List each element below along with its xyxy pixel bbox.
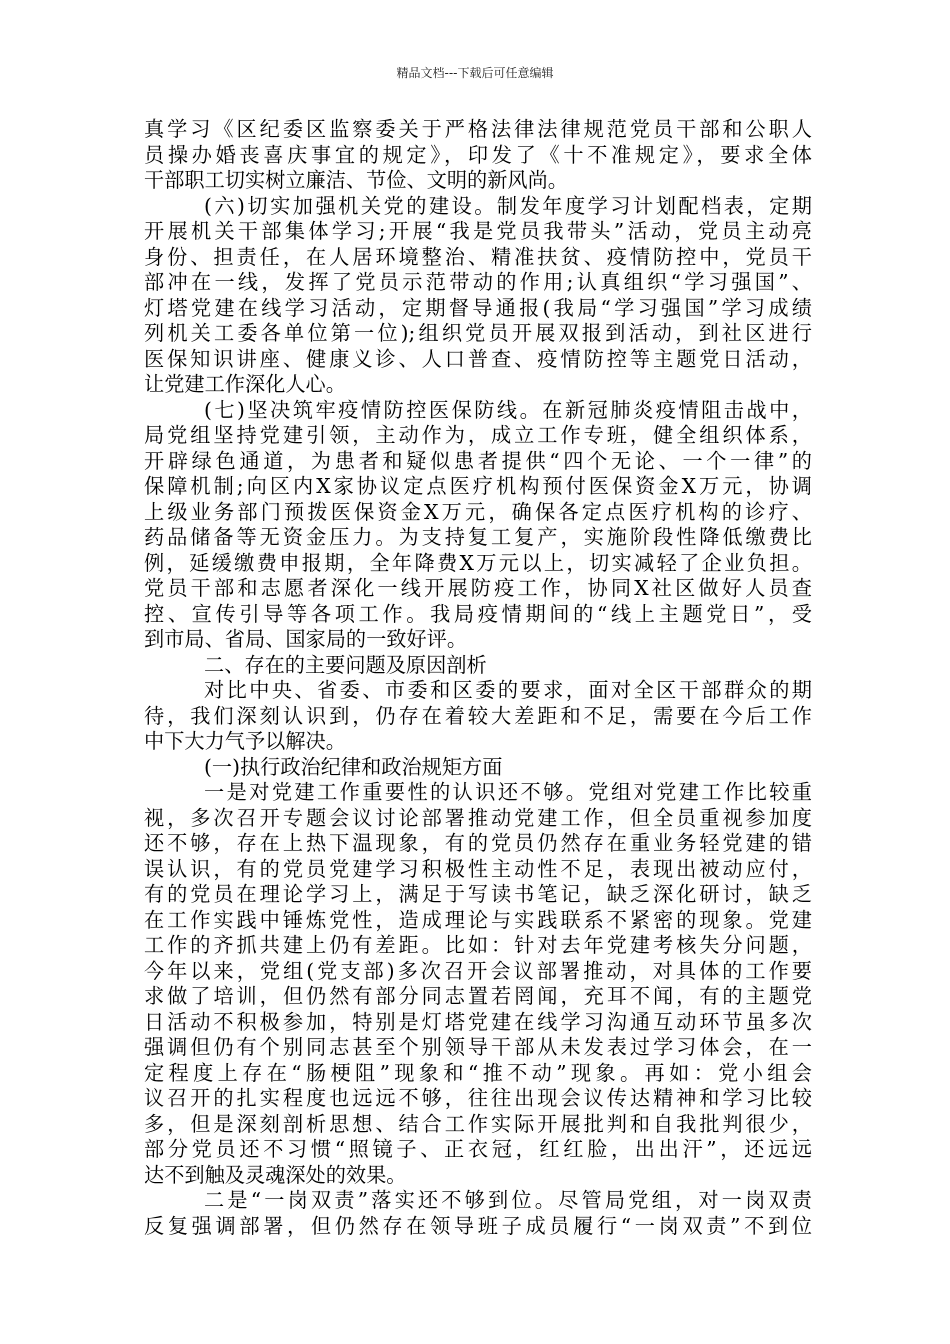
page-header: 精品文档---下载后可任意编辑	[396, 66, 554, 80]
text-line: 员操办婚丧喜庆事宜的规定》，印发了《十不准规定》，要求全体	[144, 142, 812, 167]
text-line: 干部职工切实树立廉洁、节俭、文明的新风尚。	[144, 168, 568, 192]
text-line: 控、宣传引导等各项工作。我局疫情期间的“线上主题党日”，受	[144, 601, 812, 626]
text-line: 达不到触及灵魂深处的效果。	[144, 1162, 407, 1187]
text-line: 二是“一岗双责”落实还不够到位。尽管局党组，对一岗双责	[204, 1188, 812, 1212]
text-line: 议召开的扎实程度也远远不够，往往出现会议传达精神和学习比较	[144, 1086, 812, 1110]
text-line: 求做了培训，但仍然有部分同志置若罔闻，充耳不闻，有的主题党	[144, 984, 812, 1008]
subsection-heading: (一)执行政治纪律和政治规矩方面	[204, 754, 503, 779]
text-line: 开辟绿色通道，为患者和疑似患者提供“四个无论、一个一律”的	[144, 448, 812, 473]
text-line: 强调但仍有个别同志甚至个别领导干部从未发表过学习体会，在一	[144, 1035, 812, 1059]
text-line: 日活动不积极参加，特别是灯塔党建在线学习沟通互动环节虽多次	[144, 1009, 812, 1034]
document-body	[144, 117, 812, 1239]
text-line: 让党建工作深化人心。	[144, 372, 346, 396]
text-line: 药品储备等无资金压力。为支持复工复产，实施阶段性降低缴费比	[144, 525, 812, 549]
text-line: 到市局、省局、国家局的一致好评。	[144, 627, 468, 651]
text-line: 党员干部和志愿者深化一线开展防疫工作，协同X社区做好人员查	[144, 576, 812, 600]
text-line: 部分党员还不习惯“照镜子、正衣冠，红红脸，出出汗”，还远远	[144, 1137, 812, 1161]
text-line: 医保知识讲座、健康义诊、人口普查、疫情防控等主题党日活动，	[144, 346, 812, 371]
text-line: (六)切实加强机关党的建设。制发年度学习计划配档表，定期	[204, 193, 812, 218]
text-line: 灯塔党建在线学习活动，定期督导通报(我局“学习强国”学习成绩	[144, 295, 812, 320]
text-line: 待，我们深刻认识到，仍存在着较大差距和不足，需要在今后工作	[144, 703, 812, 728]
text-line: 定程度上存在“肠梗阻”现象和“推不动”现象。再如：党小组会	[144, 1060, 812, 1085]
text-line: 列机关工委各单位第一位);组织党员开展双报到活动，到社区进行	[144, 321, 812, 345]
text-line: 中下大力气予以解决。	[144, 729, 346, 753]
text-line: 保障机制;向区内X家协议定点医疗机构预付医保资金X万元，协调	[144, 474, 812, 498]
text-line: 误认识，有的党员党建学习积极性主动性不足，表现出被动应付，	[144, 856, 812, 881]
text-line: 开展机关干部集体学习;开展“我是党员我带头”活动，党员主动亮	[144, 219, 812, 243]
text-line: 对比中央、省委、市委和区委的要求，面对全区干部群众的期	[204, 678, 812, 702]
text-line: 工作的齐抓共建上仍有差距。比如：针对去年党建考核失分问题，	[144, 933, 812, 957]
text-line: 有的党员在理论学习上，满足于写读书笔记，缺乏深化研讨，缺乏	[144, 882, 812, 906]
text-line: 在工作实践中锤炼党性，造成理论与实践联系不紧密的现象。党建	[144, 907, 812, 932]
text-line: 局党组坚持党建引领，主动作为，成立工作专班，健全组织体系，	[144, 423, 812, 447]
text-line: 真学习《区纪委区监察委关于严格法律法律规范党员干部和公职人	[144, 117, 812, 141]
text-line: 还不够，存在上热下温现象，有的党员仍然存在重业务轻党建的错	[144, 831, 812, 855]
text-line: 上级业务部门预拨医保资金X万元，确保各定点医疗机构的诊疗、	[144, 499, 812, 524]
text-line: 视，多次召开专题会议讨论部署推动党建工作，但全员重视参加度	[144, 805, 812, 830]
section-heading: 二、存在的主要问题及原因剖析	[204, 652, 487, 677]
text-line: 反复强调部署，但仍然存在领导班子成员履行“一岗双责”不到位	[144, 1213, 812, 1238]
text-line: 多，但是深刻剖析思想、结合工作实际开展批判和自我批判很少，	[144, 1111, 812, 1136]
text-line: (七)坚决筑牢疫情防控医保防线。在新冠肺炎疫情阻击战中，	[204, 397, 812, 422]
text-line: 例，延缓缴费申报期，全年降费X万元以上，切实减轻了企业负担。	[144, 550, 812, 575]
text-line: 今年以来，党组(党支部)多次召开会议部署推动，对具体的工作要	[144, 958, 812, 983]
text-line: 身份、担责任，在人居环境整治、精准扶贫、疫情防控中，党员干	[144, 244, 812, 269]
text-line: 部冲在一线，发挥了党员示范带动的作用;认真组织“学习强国”、	[144, 270, 812, 294]
text-line: 一是对党建工作重要性的认识还不够。党组对党建工作比较重	[204, 780, 812, 804]
